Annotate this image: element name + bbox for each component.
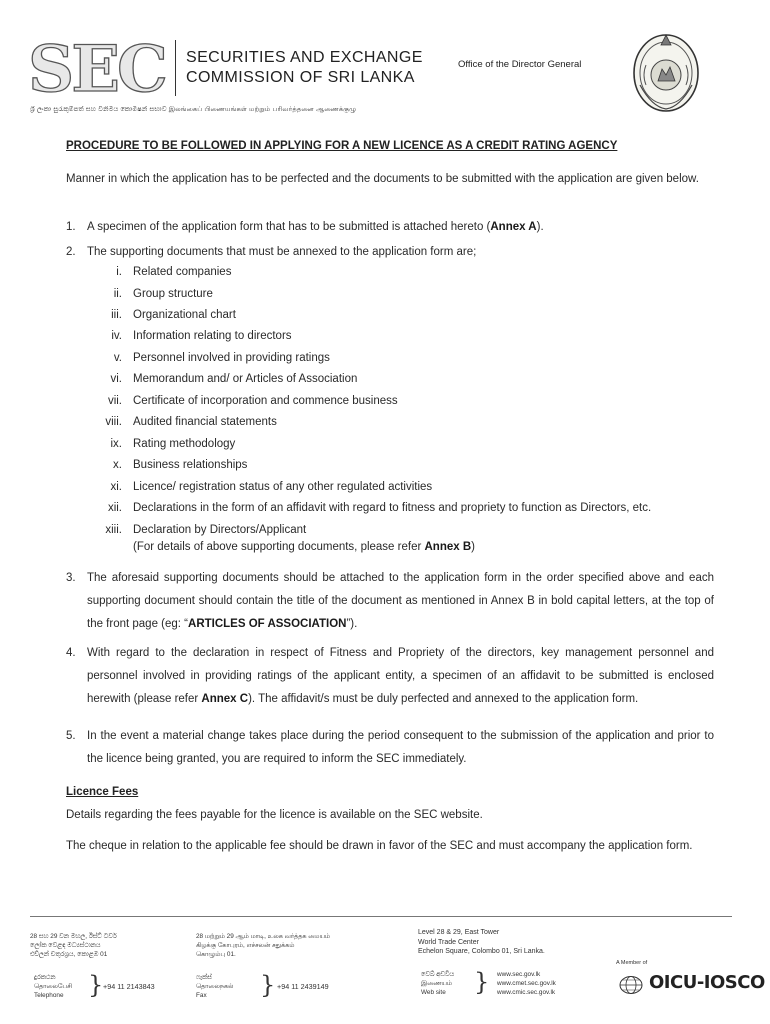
member-of-label: A Member of xyxy=(616,960,648,966)
sub-item: vii. Certificate of incorporation and commence business xyxy=(107,395,398,407)
office-label: Office of the Director General xyxy=(458,59,582,70)
page-title: PROCEDURE TO BE FOLLOWED IN APPLYING FOR A NEW LICENCE AS A CREDIT RATING AGENCY xyxy=(66,140,618,152)
organization-name-line-2: COMMISSION OF SRI LANKA xyxy=(186,69,415,86)
list-item-2: 2. The supporting documents that must be annexed to the application form are; xyxy=(66,246,477,258)
fees-paragraph-1: Details regarding the fees payable for the licence is available on the SEC website. xyxy=(66,809,483,821)
sub-item: x. Business relationships xyxy=(113,459,248,471)
website-link[interactable]: www.cmic.sec.gov.lk xyxy=(497,989,556,996)
sub-item: v. Personnel involved in providing ratings xyxy=(113,352,330,364)
annex-b-reference: Annex B xyxy=(424,541,472,553)
sub-item: xii. Declarations in the form of an affidavit with regard to fitness and propriety to function as Directors, etc. xyxy=(107,502,652,514)
sub-item: xi. Licence/ registration status of any other regulated activities xyxy=(110,481,433,493)
sub-item: ix. Rating methodology xyxy=(110,438,236,450)
sub-item: i. Related companies xyxy=(116,266,232,278)
sub-item: iv. Information relating to directors xyxy=(111,330,292,342)
articles-of-association-example: ARTICLES OF ASSOCIATION xyxy=(188,618,347,630)
website-list xyxy=(497,970,556,997)
telephone-label: දුරකථන தொலைபேசி Telephone xyxy=(34,974,73,999)
fees-paragraph-2: The cheque in relation to the applicable fee should be drawn in favor of the SEC and must accompany the application form. xyxy=(66,840,693,852)
sub-item: iii. Organizational chart xyxy=(111,309,236,321)
list-item-3: 3. The aforesaid supporting documents should be attached to the application form in the order specified above and each supporting document should contain the title of the document as mentioned in Annex B in bold capital letters, at the top of the front page (eg: “ARTICLES OF ASSOCIATION”). xyxy=(66,572,714,630)
sub-item: ii. Group structure xyxy=(113,288,213,300)
website-link[interactable]: www.sec.gov.lk xyxy=(497,971,541,978)
header-divider xyxy=(175,40,176,96)
sub-item: xiii. Declaration by Directors/Applicant xyxy=(105,524,307,536)
address-sinhala: 28 සහ 29 වන මහල, ඊස්ට් ටවර් ලෝක වෙළඳ මධ්‍යස්ථානය එච්ලන් චතුරශ්‍රය, කොළඹ 01 xyxy=(30,933,117,958)
website-link[interactable]: www.cmet.sec.gov.lk xyxy=(497,980,556,987)
telephone-number: +94 11 2143843 xyxy=(103,982,155,991)
list-item-4: 4. With regard to the declaration in respect of Fitness and Propriety of the directors, key management personnel and personnel involved in providing ratings of the applicant entity, a specimen of an affidavit to be submitted is enclosed herewith (please refer Annex C). The affidavit/s must be duly perfected and annexed to the application form. xyxy=(66,647,714,705)
annex-b-note: (For details of above supporting documents, please refer Annex B) xyxy=(133,541,475,553)
annex-c-reference: Annex C xyxy=(201,693,249,705)
tagline-multilingual: ශ්‍රී ලංකා සුරැකුම්පත් සහ විනිමය කොමිෂන් සභාව இலங்கைப் பிணையங்கள் மற்றும் பரிவர்த்தனை ஆணைக்குழு xyxy=(30,106,357,113)
organization-name xyxy=(186,48,423,88)
sub-item: vi. Memorandum and/ or Articles of Association xyxy=(110,373,358,385)
list-item-5: 5. In the event a material change takes place during the period consequent to the submission of the application and prior to the licence being granted, you are required to inform the SEC immediately. xyxy=(66,730,714,765)
website-label: වෙබ් අඩවිය இணையம் Web site xyxy=(421,971,455,996)
address-tamil: 28 மற்றும் 29 ஆம் மாடி, உலக வர்த்தக மையம் கிழக்கு கோபுரம், எச்சலன் சதுக்கம் கொழும்பு 01. xyxy=(196,933,331,958)
intro-paragraph: Manner in which the application has to be perfected and the documents to be submitted with the application are given below. xyxy=(66,173,699,185)
organization-name-line-1: SECURITIES AND EXCHANGE xyxy=(186,49,423,66)
list-item-1: 1. A specimen of the application form that has to be submitted is attached hereto (Annex A). xyxy=(66,221,544,233)
fax-brace: } xyxy=(260,971,276,999)
sri-lanka-emblem-icon xyxy=(628,25,704,117)
globe-icon xyxy=(618,975,644,995)
annex-a-reference: Annex A xyxy=(490,221,537,233)
fax-number: +94 11 2439149 xyxy=(277,982,329,991)
telephone-brace: } xyxy=(88,971,104,999)
sec-logo: SEC xyxy=(28,32,165,107)
footer-divider xyxy=(30,916,732,917)
licence-fees-heading: Licence Fees xyxy=(66,786,139,798)
website-brace: } xyxy=(474,968,490,996)
fax-label: ෆැක්ස් தொலைநகல் Fax xyxy=(196,974,234,999)
sub-item: viii. Audited financial statements xyxy=(105,416,277,428)
iosco-logo: OICU-IOSCO xyxy=(649,972,765,993)
address-english: Level 28 & 29, East Tower World Trade Center Echelon Square, Colombo 01, Sri Lanka. xyxy=(418,929,545,955)
